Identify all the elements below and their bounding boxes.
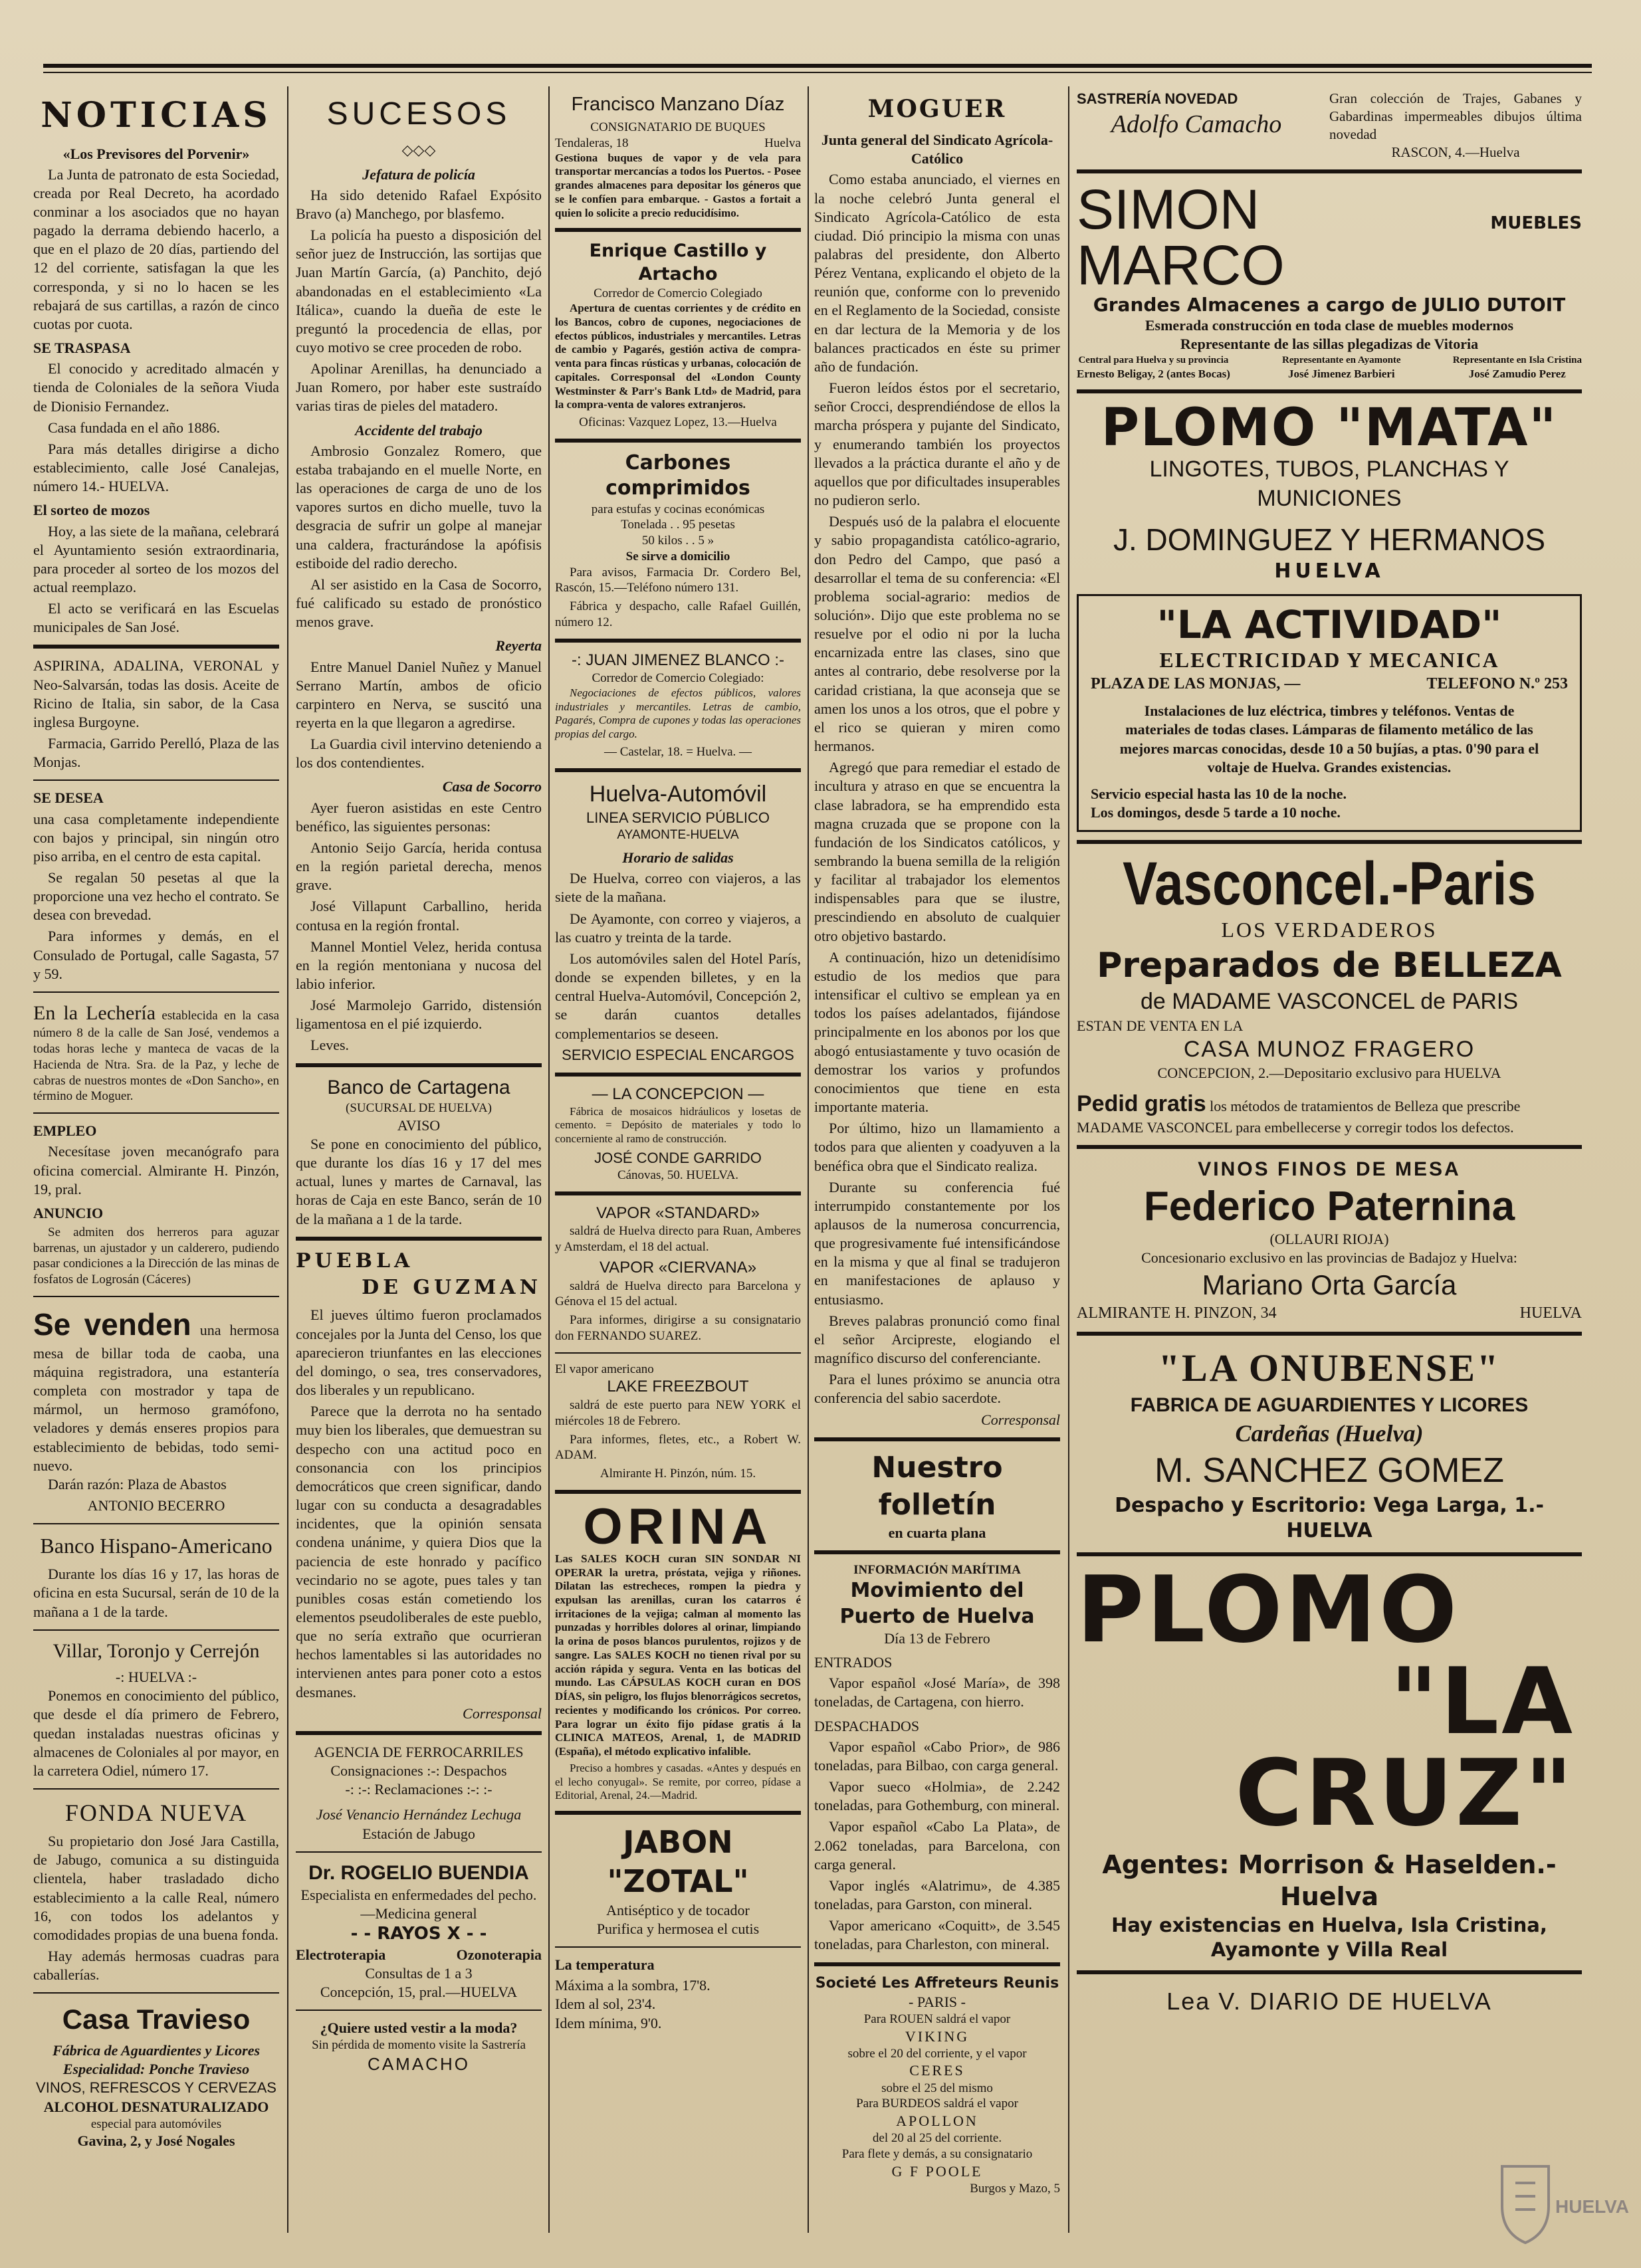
ad-text: Huelva bbox=[764, 136, 801, 150]
ad-text: Concesionario exclusivo en las provincias de Badajoz y Huelva: bbox=[1141, 1249, 1517, 1267]
ad-rep bbox=[1282, 354, 1401, 381]
ad-text: José Zamudio Perez bbox=[1468, 367, 1566, 380]
ad-text: Especialista en enfermedades del pecho.—Medicina general bbox=[300, 1887, 537, 1922]
ad-text: Fábrica y despacho, calle Rafael Guillén, número 12. bbox=[555, 599, 801, 629]
ad-text: Cardeñas (Huelva) bbox=[1235, 1420, 1424, 1447]
ad-text: Negociaciones de efectos públicos, valores industriales y mercantiles. Letras de cambio, Pagarés, Compra de cupones y todas las operaciones propias del cargo. bbox=[555, 686, 801, 741]
ad-headline: Casa Travieso bbox=[62, 2004, 251, 2035]
ad-rep bbox=[1453, 354, 1582, 381]
ad-text: Para informes, fletes, etc., a Robert W. ADAM. bbox=[555, 1432, 801, 1463]
news-headline: DE GUZMAN bbox=[362, 1276, 542, 1300]
ad-headline: "LA ONUBENSE" bbox=[1158, 1346, 1501, 1390]
divider bbox=[296, 2010, 542, 2011]
ad-headline: JABON "ZOTAL" bbox=[607, 1824, 749, 1899]
ad-text: Para ROUEN saldrá el vapor bbox=[863, 2011, 1011, 2026]
divider bbox=[33, 1296, 279, 1297]
ad-text: Necesítase joven mecanógrafo para oficina comercial. Almirante H. Pinzón, 19, pral. bbox=[33, 1143, 279, 1197]
ad-headline: FONDA NUEVA bbox=[64, 1800, 248, 1827]
ad-text: una casa completamente independiente con bajos y principal, sin ningún otro piso arriba, en el centro de esta capital. bbox=[33, 810, 279, 865]
ad-actividad bbox=[1077, 594, 1582, 832]
news-body: Vapor español «José María», de 398 toneladas, de Cartagena, con hierro. bbox=[814, 1675, 1060, 1710]
ad-subtitle: Corredor de Comercio Colegiado bbox=[594, 286, 762, 301]
news-subhead: ENTRADOS bbox=[814, 1654, 893, 1671]
section-title: NOTICIAS bbox=[41, 95, 272, 136]
news-body: Al ser asistido en la Casa de Socorro, fué calificado su estado de pronóstico menos grave. bbox=[296, 575, 542, 631]
column-noticias bbox=[33, 90, 279, 2229]
column-rule bbox=[287, 86, 288, 2233]
ad-headline: "LA ACTIVIDAD" bbox=[1156, 601, 1502, 647]
ad-headline: Se venden bbox=[33, 1306, 191, 1342]
ad-text: Para flete y demás, a su consignatario bbox=[841, 2147, 1033, 2162]
ad-subtitle: Agentes: Morrison & Haselden.-Huelva bbox=[1102, 1849, 1557, 1912]
ad-headline: — LA CONCEPCION — bbox=[592, 1084, 764, 1103]
news-body: Breves palabras pronunció como final el señor Arcipreste, elogiando el magnífico discurso del conferenciante. bbox=[814, 1312, 1060, 1367]
divider bbox=[1077, 389, 1582, 393]
ad-text: saldrá de Huelva directo para Ruan, Amberes y Amsterdam, el 18 del actual. bbox=[555, 1224, 801, 1255]
ad-headline: -: JUAN JIMENEZ BLANCO :- bbox=[571, 651, 785, 669]
ad-text: José Jimenez Barbieri bbox=[1288, 367, 1395, 380]
news-body: Fueron leídos éstos por el secretario, señor Crocci, desprendiéndose de ellos la marcha próspera y pujante del Sindicato, y enumerando también los proyectos llevados a la práctica durante el año y de aquellos que por dificultades insuperables no pudieron serlo. bbox=[814, 379, 1060, 509]
ad-text: RASCON, 4.—Huelva bbox=[1391, 144, 1520, 160]
ad-subtitle: ELECTRICIDAD Y MECANICA bbox=[1159, 647, 1499, 672]
ad-subtitle: LOS VERDADEROS bbox=[1221, 917, 1438, 942]
ad-headline: Dr. ROGELIO BUENDIA bbox=[308, 1861, 529, 1884]
news-body: Ambrosio Gonzalez Romero, que estaba trabajando en el muelle Norte, en las operaciones de carga de uno de los vapores surtos en dicho muelle, tuvo la desgracia de sufrir un golpe al manejar una caldera, fracturándose la apófisis estiboide del radio derecho. bbox=[296, 442, 542, 571]
divider bbox=[1077, 1970, 1582, 1974]
divider bbox=[33, 1992, 279, 1994]
ad-text: Representante en Isla Cristina bbox=[1452, 354, 1582, 365]
divider bbox=[555, 1946, 801, 1948]
ad-subtitle: AYAMONTE-HUELVA bbox=[617, 828, 739, 843]
divider bbox=[555, 639, 801, 643]
news-body: Vapor americano «Coquitt», de 3.545 toneladas, para Charleston, con mineral. bbox=[814, 1917, 1060, 1953]
ad-text: -: :-: Reclamaciones :-: :- bbox=[345, 1781, 492, 1798]
divider bbox=[33, 779, 279, 781]
news-body: Vapor sueco «Holmia», de 2.242 toneladas, para Gothemburg, con mineral. bbox=[814, 1778, 1060, 1814]
ad-text: Se sirve a domicilio bbox=[625, 549, 730, 564]
ad-ship: APOLLON bbox=[896, 2113, 978, 2130]
column-ads-center bbox=[555, 90, 801, 2229]
ad-headline: "LA CRUZ" bbox=[1235, 1647, 1575, 1847]
ad-name: Mariano Orta García bbox=[1202, 1269, 1457, 1301]
ad-headline: ORINA bbox=[583, 1498, 773, 1555]
ad-text: ESTAN DE VENTA EN LA bbox=[1077, 1017, 1244, 1034]
divider bbox=[555, 1811, 801, 1815]
ad-text: Antiséptico y de tocador bbox=[606, 1901, 750, 1918]
ad-text: Oficinas: Vazquez Lopez, 13.—Huelva bbox=[579, 415, 777, 429]
crest-icon bbox=[1489, 2153, 1629, 2253]
ad-text: Instalaciones de luz eléctrica, timbres y teléfonos. Ventas de materiales de todas clases. Lámparas de filamento metálico de las mejores marcas conocidas, desde 10 a 50 bujías, a ptas. 0'90 para el voltaje de Huelva. Grandes existencias. bbox=[1119, 702, 1539, 775]
divider bbox=[1077, 1332, 1582, 1336]
divider bbox=[555, 768, 801, 772]
news-headline: Junta general del Sindicato Agrícola-Católico bbox=[821, 132, 1053, 167]
ad-subtitle: MUEBLES bbox=[1490, 213, 1582, 233]
news-body: La Junta de patronato de esta Sociedad, creada por Real Decreto, ha acordado conminar a los asociados que no hayan pagado la derrama debiendo hacerlo, a que en el plazo de 20 días, partiendo del 12 del corriente, satisfagan la que les corresponda, y si no lo hacen se les rebajará de sus cartillas, a razón de cinco cuotas por cuota. bbox=[33, 165, 279, 332]
news-body: Vapor español «Cabo Prior», de 986 toneladas, para Bilbao, con carga general. bbox=[814, 1738, 1060, 1774]
ad-headline: SE DESEA bbox=[33, 789, 104, 807]
feature-title: Nuestro folletín bbox=[871, 1450, 1003, 1522]
news-body: El acto se verificará en las Escuelas municipales de San José. bbox=[33, 600, 279, 636]
ad-text: Los automóviles salen del Hotel París, donde se expenden billetes, y en la central Huelva-Automóvil, Concepción 2, se darán cuantos detalles complementarios se deseen. bbox=[555, 950, 801, 1042]
ad-text: Se admiten dos herreros para aguzar barrenas, un ajustador y un calderero, pudiendo pasar condiciones a la Dirección de las minas de fosfatos de Logrosán (Cáceres) bbox=[33, 1225, 279, 1287]
ad-text: MADAME VASCONCEL para embellecerse y corregir todos los defectos. bbox=[1077, 1119, 1514, 1136]
ad-headline: Adolfo Camacho bbox=[1111, 110, 1282, 139]
footer-banner: Lea V. DIARIO DE HUELVA bbox=[1166, 1988, 1492, 2015]
ad-headline: LAKE FREEZBOUT bbox=[607, 1378, 749, 1396]
ad-pedid bbox=[1077, 1090, 1582, 1119]
ad-text: TELEFONO N.º 253 bbox=[1426, 674, 1568, 692]
ad-text: Las SALES KOCH curan SIN SONDAR NI OPERAR la uretra, próstata, vejiga y riñones. Dilatan las estrecheces, rompen la piedra y expulsan las arenillas, curan los catarros é irritaciones de la vejiga; calman al momento las punzadas y horribles dolores al orinar, limpiando la orina de posos blancos purulentos, rojizos y de sangre. Las SALES KOCH no tienen rival por su acción rápida y segura. Venta en las boticas del mundo. Las CÁPSULAS KOCH curan en DOS DÍAS, sin peligro, los flujos blenorrágicos secretos, recientes y modificando los crónicos. Por correo. Para lograr un éxito fijo pídase gratis á la CLINICA MATEOS, Arenal, 1, de MADRID (España), el método explicativo infalible. bbox=[555, 1552, 801, 1758]
ad-text: Farmacia, Garrido Perelló, Plaza de las Monjas. bbox=[33, 735, 279, 771]
news-body: Ha sido detenido Rafael Expósito Bravo (a) Manchego, por blasfemo. bbox=[296, 186, 542, 222]
ad-subtitle: Corredor de Comercio Colegiado: bbox=[592, 671, 764, 686]
ad-text: Ernesto Beligay, 2 (antes Bocas) bbox=[1077, 367, 1230, 380]
ad-name: JOSÉ CONDE GARRIDO bbox=[594, 1149, 762, 1166]
divider bbox=[1077, 169, 1582, 173]
news-headline: Casa de Socorro bbox=[442, 778, 542, 795]
divider bbox=[814, 1962, 1060, 1966]
ad-subtitle: SASTRERÍA NOVEDAD bbox=[1077, 90, 1238, 107]
ad-text: Tonelada . . 95 pesetas bbox=[621, 518, 735, 532]
ad-subtitle: FABRICA DE AGUARDIENTES Y LICORES bbox=[1130, 1393, 1529, 1416]
news-body: Entre Manuel Daniel Nuñez y Manuel Serrano Martín, ambos de oficio carpintero en Nerva, se suscitó una reyerta en la que llegaron a agredirse. bbox=[296, 658, 542, 731]
ad-text: Representante de las sillas plegadizas de Vitoria bbox=[1180, 336, 1479, 353]
ad-subtitle: AVISO bbox=[397, 1116, 441, 1134]
ad-text: HUELVA bbox=[1519, 1304, 1582, 1322]
ad-headline: VAPOR «STANDARD» bbox=[596, 1203, 760, 1222]
news-body: La policía ha puesto a disposición del señor juez de Instrucción, las sortijas que Juan Martín García, (a) Panchito, dejó abandonadas en el establecimiento «La Itálica», cuando la dueña de este le preguntó la procedencia de ellas, por cuyo motivo se cree proceden de robo. bbox=[296, 227, 542, 356]
ad-text: Se pone en conocimiento del público, que durante los días 16 y 17 del mes actual, lunes y martes de Carnaval, las horas de Caja en este Banco, serán de 10 de la mañana a 1 de la tarde. bbox=[296, 1135, 542, 1227]
news-body: Agregó que para remediar el estado de incultura y atraso en que se encuentra la clase labradora, se ha emprendido esta magna cruzada que se propone con la fundación de los Sindicatos católicos, y sembrando la buena semilla de la religión y facilitar al trabajador los elementos indispensables para que se ilustre, prescindiendo en absoluto de cualquier otro objetivo bastardo. bbox=[814, 759, 1060, 944]
ad-text: Concepción, 15, pral.—HUELVA bbox=[320, 1983, 518, 2000]
ad-sastreria-left bbox=[1077, 90, 1316, 141]
ad-name: José Venancio Hernández Lechuga bbox=[316, 1806, 522, 1823]
ad-text: sobre el 25 del mismo bbox=[881, 2081, 993, 2095]
ad-text: Electroterapia bbox=[296, 1946, 386, 1963]
ad-text: del 20 al 25 del corriente. bbox=[872, 2131, 1002, 2146]
news-body: Antonio Seijo García, herida contusa en la región parietal derecha, menos grave. bbox=[296, 839, 542, 894]
ad-headline: Societé Les Affreteurs Reunis bbox=[815, 1974, 1059, 1992]
ad-row bbox=[1091, 674, 1568, 694]
news-body: Parece que la derrota no ha sentado muy bien los liberales, que demuestran su despecho con una actitud poco en consonancia con los principios democráticos que creen significar, dando lugar con su conducta a desagradables incidentes, que la opinión sensata condena unánime, y quiera Dios que la paciencia de este honrado y pacífico vecindario no se agote, pues tales y tan punibles cosas están cometiendo los elementos pseudoliberales de este pueblo, que no sería extraño que ocurrieran hechos lamentables si las autoridades no intervienen antes para poner coto a estos desmanes. bbox=[296, 1403, 542, 1701]
ad-text: Purifica y hermosea el cutis bbox=[596, 1920, 760, 1937]
ad-text: Servicio especial hasta las 10 de la noche. bbox=[1091, 785, 1347, 802]
column-sucesos bbox=[296, 90, 542, 2229]
ad-headline: Vasconcel.-Paris bbox=[1123, 850, 1536, 918]
ad-subtitle: - PARIS - bbox=[909, 1993, 966, 2010]
ad-text: Almirante H. Pinzón, núm. 15. bbox=[600, 1467, 756, 1481]
ad-text: El vapor americano bbox=[555, 1362, 654, 1376]
ad-headline: Horario de salidas bbox=[622, 849, 734, 867]
ad-text: — Castelar, 18. = Huelva. — bbox=[603, 744, 752, 759]
ad-text: Sin pérdida de momento visite la Sastrería bbox=[312, 2038, 526, 2053]
section-label: INFORMACIÓN MARÍTIMA bbox=[853, 1563, 1021, 1578]
section-title: SUCESOS bbox=[326, 96, 511, 132]
ad-text: los métodos de tratamientos de Belleza que prescribe bbox=[1210, 1097, 1521, 1114]
ad-subtitle: CONSIGNATARIO DE BUQUES bbox=[590, 120, 766, 135]
ad-headline: PLOMO "MATA" bbox=[1101, 397, 1558, 458]
ad-text: ASPIRINA, ADALINA, VERONAL y Neo-Salvarsán, todas las dosis. Aceite de Ricino de Italia, sin sabor, de la Casa inglesa Burgoyne. bbox=[33, 657, 279, 730]
news-body: Para más detalles dirigirse a dicho establecimiento, calle José Canalejas, número 14.- HUELVA. bbox=[33, 440, 279, 495]
news-date: Día 13 de Febrero bbox=[884, 1630, 990, 1647]
ad-text: Consignaciones :-: Despachos bbox=[330, 1762, 507, 1780]
divider bbox=[555, 1352, 801, 1354]
divider bbox=[555, 439, 801, 443]
ad-headline: Banco de Cartagena bbox=[327, 1076, 510, 1098]
ad-text: Gestiona buques de vapor y de vela para transportar mercancías a todos los Puertos. - Posee grandes almacenes para depositar los géneros que se le confíen para embarque. - Gastos a fortait a quien lo solicite a precio reducidísimo. bbox=[555, 151, 801, 219]
ad-company: J. DOMINGUEZ Y HERMANOS bbox=[1113, 522, 1546, 557]
ad-headline: Carbones comprimidos bbox=[605, 451, 750, 500]
ad-simon-reps bbox=[1077, 354, 1582, 381]
news-headline: La temperatura bbox=[555, 1956, 655, 1974]
ad-headline: Enrique Castillo y Artacho bbox=[589, 241, 767, 284]
ad-headline: ¿Quiere usted vestir a la moda? bbox=[320, 2019, 518, 2037]
news-headline: Accidente del trabajo bbox=[355, 421, 483, 439]
ad-text: Se regalan 50 pesetas al que la proporcione una vez hecho el contrato. Se desea con brevedad. bbox=[33, 869, 279, 924]
section-title: MOGUER bbox=[867, 95, 1007, 123]
ad-row bbox=[555, 136, 801, 152]
ad-text: Ponemos en conocimiento del público, que desde el día primero de Febrero, quedan instaladas nuestras oficinas y almacenes de Coloniales al por mayor, en la carretera Odiel, número 17. bbox=[33, 1687, 279, 1779]
ad-ship: VIKING bbox=[905, 2027, 970, 2045]
column-ads-right bbox=[1077, 90, 1582, 2229]
ad-text: Grandes Almacenes a cargo de JULIO DUTOIT bbox=[1093, 293, 1566, 316]
weather-line: Idem al sol, 23'4. bbox=[555, 1996, 656, 2013]
divider bbox=[33, 1523, 279, 1524]
ad-text: Especialidad: Ponche Travieso bbox=[62, 2061, 250, 2078]
news-body: Hoy, a las siete de la mañana, celebrará el Ayuntamiento sesión extraordinaria, para proceder al sorteo de los mozos del actual reemplazo. bbox=[33, 522, 279, 595]
ad-text: Tendaleras, 18 bbox=[555, 136, 629, 150]
ad-text: PLAZA DE LAS MONJAS, — bbox=[1091, 674, 1301, 692]
ad-headline: Preparados de BELLEZA bbox=[1097, 945, 1562, 985]
ad-name: M. SANCHEZ GOMEZ bbox=[1154, 1451, 1504, 1491]
byline: Corresponsal bbox=[981, 1411, 1060, 1428]
news-body: Para el lunes próximo se anuncia otra conferencia del sabio sacerdote. bbox=[814, 1371, 1060, 1407]
divider bbox=[814, 1437, 1060, 1441]
ad-venden bbox=[33, 1305, 279, 1475]
ad-name: CASA MUNOZ FRAGERO bbox=[1183, 1036, 1476, 1062]
news-body: Vapor español «Cabo La Plata», de 2.062 toneladas, para Barcelona, con carga general. bbox=[814, 1818, 1060, 1873]
ad-subtitle: LINGOTES, TUBOS, PLANCHAS Y MUNICIONES bbox=[1149, 457, 1509, 511]
ad-text: Los domingos, desde 5 tarde a 10 noche. bbox=[1091, 804, 1341, 821]
ad-name: G F POOLE bbox=[891, 2162, 983, 2180]
divider bbox=[33, 1112, 279, 1114]
column-rule bbox=[808, 86, 809, 2233]
ad-text: Despacho y Escritorio: Vega Larga, 1.-HUELVA bbox=[1115, 1494, 1544, 1543]
ad-city: -: HUELVA :- bbox=[115, 1669, 197, 1686]
ad-text: saldrá de este puerto para NEW YORK el miércoles 18 de Febrero. bbox=[555, 1398, 801, 1428]
ad-name: CAMACHO bbox=[368, 2054, 470, 2075]
divider bbox=[1077, 840, 1582, 844]
news-body: A continuación, hizo un detenidísimo estudio de los medios que para intensificar el cultivo se emplean ya en todos los países adelantados, fijándose principalmente en los abonos por los que abogó entusiastamente y tuvo ocasión de demostrar los varios y profundos conocimientos que tiene en esta importante materia. bbox=[814, 948, 1060, 1116]
ad-text: Darán razón: Plaza de Abastos bbox=[48, 1475, 227, 1493]
ad-headline: Banco Hispano-Americano bbox=[40, 1534, 273, 1558]
ad-headline: EMPLEO bbox=[33, 1122, 97, 1140]
divider bbox=[296, 1063, 542, 1067]
column-rule bbox=[548, 86, 550, 2233]
ad-headline: ANUNCIO bbox=[33, 1204, 104, 1221]
ad-text: Preciso a hombres y casadas. «Antes y después en el lecho conyugal». Se remite, por correo, pídase a Editorial, Arenal, 24.—Madrid. bbox=[555, 1761, 801, 1802]
ad-text: CONCEPCION, 2.—Depositario exclusivo para HUELVA bbox=[1157, 1065, 1501, 1082]
ad-text: Esmerada construcción en toda clase de muebles modernos bbox=[1145, 317, 1514, 334]
ad-headline: Pedid gratis bbox=[1077, 1090, 1206, 1116]
ad-text: Gavina, 2, y José Nogales bbox=[77, 2132, 235, 2150]
ad-sastreria-right bbox=[1329, 90, 1582, 161]
ad-text: Su propietario don José Jara Castilla, de Jabugo, comunica a su distinguida clientela, haber trasladado dicho establecimiento a la calle Real, número 16, con todos los adelantos y comodidades propias de una buena fonda. bbox=[33, 1833, 279, 1943]
ad-headline: SIMON MARCO bbox=[1077, 177, 1285, 296]
ad-text: VINOS, REFRESCOS Y CERVEZAS bbox=[36, 2079, 276, 2097]
divider bbox=[33, 1629, 279, 1631]
top-rule bbox=[43, 64, 1592, 68]
weather-line: Máxima a la sombra, 17'8. bbox=[555, 1977, 711, 1994]
ad-lecheria bbox=[33, 1001, 279, 1104]
news-body: El jueves último fueron proclamados concejales por la Junta del Censo, los que aparecieron triunfantes en las elecciones del domingo, o sea, tres conservadores, dos liberales y un republicano. bbox=[296, 1306, 542, 1399]
ad-text: especial para automóviles bbox=[90, 2116, 222, 2131]
ad-rep bbox=[1077, 354, 1230, 381]
ad-text: Ozonoterapia bbox=[456, 1946, 542, 1963]
divider bbox=[555, 1191, 801, 1195]
ad-text: SERVICIO ESPECIAL ENCARGOS bbox=[562, 1046, 794, 1063]
news-body: Por último, hizo un llamamiento a todos para que alienten y coadyuven a la benéfica obra que el Sindicato realiza. bbox=[814, 1120, 1060, 1174]
ad-subtitle: LINEA SERVICIO PÚBLICO bbox=[586, 809, 770, 827]
divider bbox=[555, 1073, 801, 1077]
ad-text: Estación de Jabugo bbox=[362, 1825, 475, 1842]
ad-text: De Huelva, correo con viajeros, a las siete de la mañana. bbox=[555, 870, 801, 906]
ad-text: Fábrica de Aguardientes y Licores bbox=[52, 2042, 261, 2059]
news-headline: Movimiento del Puerto de Huelva bbox=[839, 1579, 1035, 1628]
library-stamp bbox=[1489, 2153, 1629, 2253]
news-body: José Villapunt Carballino, herida contusa en la región frontal. bbox=[296, 898, 542, 934]
ad-subtitle: (SUCURSAL DE HUELVA) bbox=[346, 1101, 492, 1116]
ad-text: ALMIRANTE H. PINZON, 34 bbox=[1077, 1304, 1277, 1322]
news-body: Después usó de la palabra el elocuente y sabio propagandista católico-agrario, don Pedro del Campo, que pasó a desarrollar el tema de su conferencia: «El problema social-agrario: medios de solución». Dijo que este problema no se resuelve por el odio ni por la lucha encarnizada entre las clases, sino que antes al contrario, debe resolverse por la caridad cristiana, la que aconseja que se amen los unos a los otros, que el pobre y el rico se quieran y miren como hermanos. bbox=[814, 513, 1060, 755]
ad-text: Para avisos, Farmacia Dr. Cordero Bel, Rascón, 15.—Teléfono número 131. bbox=[555, 565, 801, 595]
ad-text: Para informes y demás, en el Consulado de Portugal, calle Sagasta, 57 y 59. bbox=[33, 928, 279, 982]
ad-text: Para BURDEOS saldrá el vapor bbox=[856, 2097, 1018, 2111]
divider bbox=[814, 1550, 1060, 1554]
divider bbox=[296, 1731, 542, 1735]
ad-sastreria bbox=[1077, 90, 1582, 161]
column-moguer bbox=[814, 90, 1060, 2229]
divider bbox=[33, 991, 279, 993]
ad-text: De Ayamonte, con correo y viajeros, a las cuatro y treinta de la tarde. bbox=[555, 910, 801, 946]
column-rule bbox=[1068, 86, 1069, 2233]
ad-name: ANTONIO BECERRO bbox=[87, 1497, 225, 1514]
ad-text: Representante en Ayamonte bbox=[1282, 354, 1401, 365]
news-body: El conocido y acreditado almacén y tienda de Coloniales de la señora Viuda de Dionisio Fernandez. bbox=[33, 360, 279, 415]
ad-headline: Huelva-Automóvil bbox=[589, 781, 767, 807]
ad-text: Fábrica de mosaicos hidráulicos y losetas de cemento. = Depósito de materiales y todo lo concerniente al ramo de construcción. bbox=[555, 1104, 801, 1146]
news-body: Casa fundada en el año 1886. bbox=[48, 419, 221, 436]
ad-text: - - RAYOS X - - bbox=[350, 1924, 487, 1944]
divider bbox=[555, 228, 801, 232]
ad-headline: PLOMO bbox=[1077, 1556, 1460, 1663]
news-body: Mannel Montiel Velez, herida contusa en la región mentoniana y nucosa del labio inferior. bbox=[296, 938, 542, 992]
ad-headline: En la Lechería bbox=[33, 1001, 156, 1024]
news-headline: El sorteo de mozos bbox=[33, 502, 150, 519]
divider bbox=[1077, 1552, 1582, 1556]
news-headline: SE TRASPASA bbox=[33, 340, 131, 357]
divider bbox=[296, 1237, 542, 1241]
ad-text: Cánovas, 50. HUELVA. bbox=[617, 1168, 739, 1182]
ad-subtitle: VINOS FINOS DE MESA bbox=[1198, 1158, 1461, 1181]
news-headline: PUEBLA bbox=[296, 1249, 414, 1273]
news-body: La Guardia civil intervino deteniendo a los dos contendientes. bbox=[296, 736, 542, 772]
news-headline: Reyerta bbox=[495, 637, 542, 655]
ad-headline: Francisco Manzano Díaz bbox=[571, 94, 785, 115]
news-headline: Jefatura de policía bbox=[362, 165, 475, 183]
ad-text: Apertura de cuentas corrientes y de crédito en los Bancos, cobro de cupones, negociaciones de efectos públicos, industriales y mercantiles. Letras de cambio y Pagarés, gestión activa de compra-venta para fincas rústicas y urbanas, colocación de capitales. Corresponsal del «London County Westminster & Parr's Bank Ltd» de Madrid, para la compra-venta de valores extranjeros. bbox=[555, 302, 801, 411]
news-body: Durante su conferencia fué interrumpido constantemente por los aplausos de la numerosa concurrencia, que progresivamente fué intensificándose en la misma y que al final se tradujeron en manifestaciones de aplauso y entusiasmo. bbox=[814, 1178, 1060, 1308]
ad-city: HUELVA bbox=[1274, 560, 1384, 583]
news-body: Apolinar Arenillas, ha denunciado a Juan Romero, por haber este sustraído varias tiras de pieles del matadero. bbox=[296, 360, 542, 415]
byline: Corresponsal bbox=[463, 1704, 542, 1722]
ad-text: 50 kilos . . 5 » bbox=[641, 534, 714, 548]
ad-text: Para informes, dirigirse a su consignatario don FERNANDO SUAREZ. bbox=[555, 1313, 801, 1343]
top-rule-thin bbox=[43, 72, 1592, 73]
divider bbox=[296, 1851, 542, 1853]
news-body: Vapor inglés «Alatrimu», de 4.385 toneladas, para Garston, con mineral. bbox=[814, 1877, 1060, 1913]
news-body: Ayer fueron asistidas en este Centro benéfico, las siguientes personas: bbox=[296, 799, 542, 835]
ad-text: Durante los días 16 y 17, las horas de oficina en esta Sucursal, serán de 10 de la mañana a 1 de la tarde. bbox=[33, 1566, 279, 1620]
ad-headline: AGENCIA DE FERROCARRILES bbox=[314, 1743, 524, 1760]
ad-subtitle: de MADAME VASCONCEL de PARIS bbox=[1140, 989, 1519, 1015]
ad-text: Consultas de 1 a 3 bbox=[365, 1964, 473, 1982]
ad-headline: Villar, Toronjo y Cerrejón bbox=[53, 1639, 260, 1662]
news-headline: «Los Previsores del Porvenir» bbox=[62, 145, 250, 162]
ad-text: ALCOHOL DESNATURALIZADO bbox=[43, 2098, 269, 2115]
ad-text: Central para Huelva y su provincia bbox=[1078, 354, 1229, 365]
ad-text: Gran colección de Trajes, Gabanes y Gabardinas impermeables dibujos última novedad bbox=[1329, 90, 1582, 142]
ad-subtitle: (OLLAURI RIOJA) bbox=[1269, 1230, 1389, 1247]
ad-text: sobre el 20 del corriente, y el vapor bbox=[847, 2046, 1027, 2061]
stamp-label: HUELVA bbox=[1555, 2196, 1629, 2217]
ad-subtitle: para estufas y cocinas económicas bbox=[591, 502, 765, 516]
weather-line: Idem mínima, 9'0. bbox=[555, 2014, 662, 2031]
ad-headline: Federico Paternina bbox=[1143, 1183, 1515, 1229]
news-body: Leves. bbox=[310, 1037, 350, 1054]
ad-text: Burgos y Mazo, 5 bbox=[970, 2181, 1060, 2196]
divider bbox=[33, 645, 279, 649]
feature-subtitle: en cuarta plana bbox=[888, 1524, 986, 1542]
news-subhead: DESPACHADOS bbox=[814, 1717, 920, 1734]
divider bbox=[33, 1788, 279, 1790]
ad-text: una hermosa mesa de billar toda de caoba, una máquina registradora, una estantería completa con mostrador y tapa de mármol, un hermoso gramófono, veladores y demás enseres propios para establecimiento de bebidas, todo semi-nuevo. bbox=[33, 1321, 280, 1474]
ad-simon-header bbox=[1077, 177, 1582, 296]
divider bbox=[1077, 1145, 1582, 1149]
ad-text: Hay existencias en Huelva, Isla Cristina, Ayamonte y Villa Real bbox=[1111, 1914, 1547, 1962]
news-body: José Marmolejo Garrido, distensión ligamentosa en el pié izquierdo. bbox=[296, 997, 542, 1033]
divider bbox=[555, 1490, 801, 1494]
ad-text: establecida en la casa número 8 de la calle de San José, vendemos a todas horas leche y manteca de vacas de la Hacienda de Ntra. Sra. de la Paz, y leche de cabras de nuestros montes de «Don Sancho», en término de Moguer. bbox=[33, 1008, 279, 1104]
ornament: ◇◇◇ bbox=[401, 142, 436, 159]
ad-text: saldrá de Huelva directo para Barcelona y Génova el 15 del actual. bbox=[555, 1279, 801, 1309]
ad-headline: VAPOR «CIERVANA» bbox=[599, 1258, 757, 1277]
ad-text: Hay además hermosas cuadras para caballerías. bbox=[33, 1948, 279, 1984]
ad-ship: CERES bbox=[909, 2062, 965, 2079]
ad-row bbox=[296, 1946, 542, 1964]
ad-row bbox=[1077, 1303, 1582, 1324]
news-body: Como estaba anunciado, el viernes en la noche celebró Junta general el Sindicato Agrícola-Católico de esta ciudad. Dió principio la misma con unas palabras del presidente, don Alberto Pérez Ventana, explicando el objeto de la reunión que, conforme con lo prevenido en el Reglamento de la Sociedad, consiste en dar lectura de la Memoria y de los balances practicados en éste su primer año de fundación. bbox=[814, 171, 1060, 375]
